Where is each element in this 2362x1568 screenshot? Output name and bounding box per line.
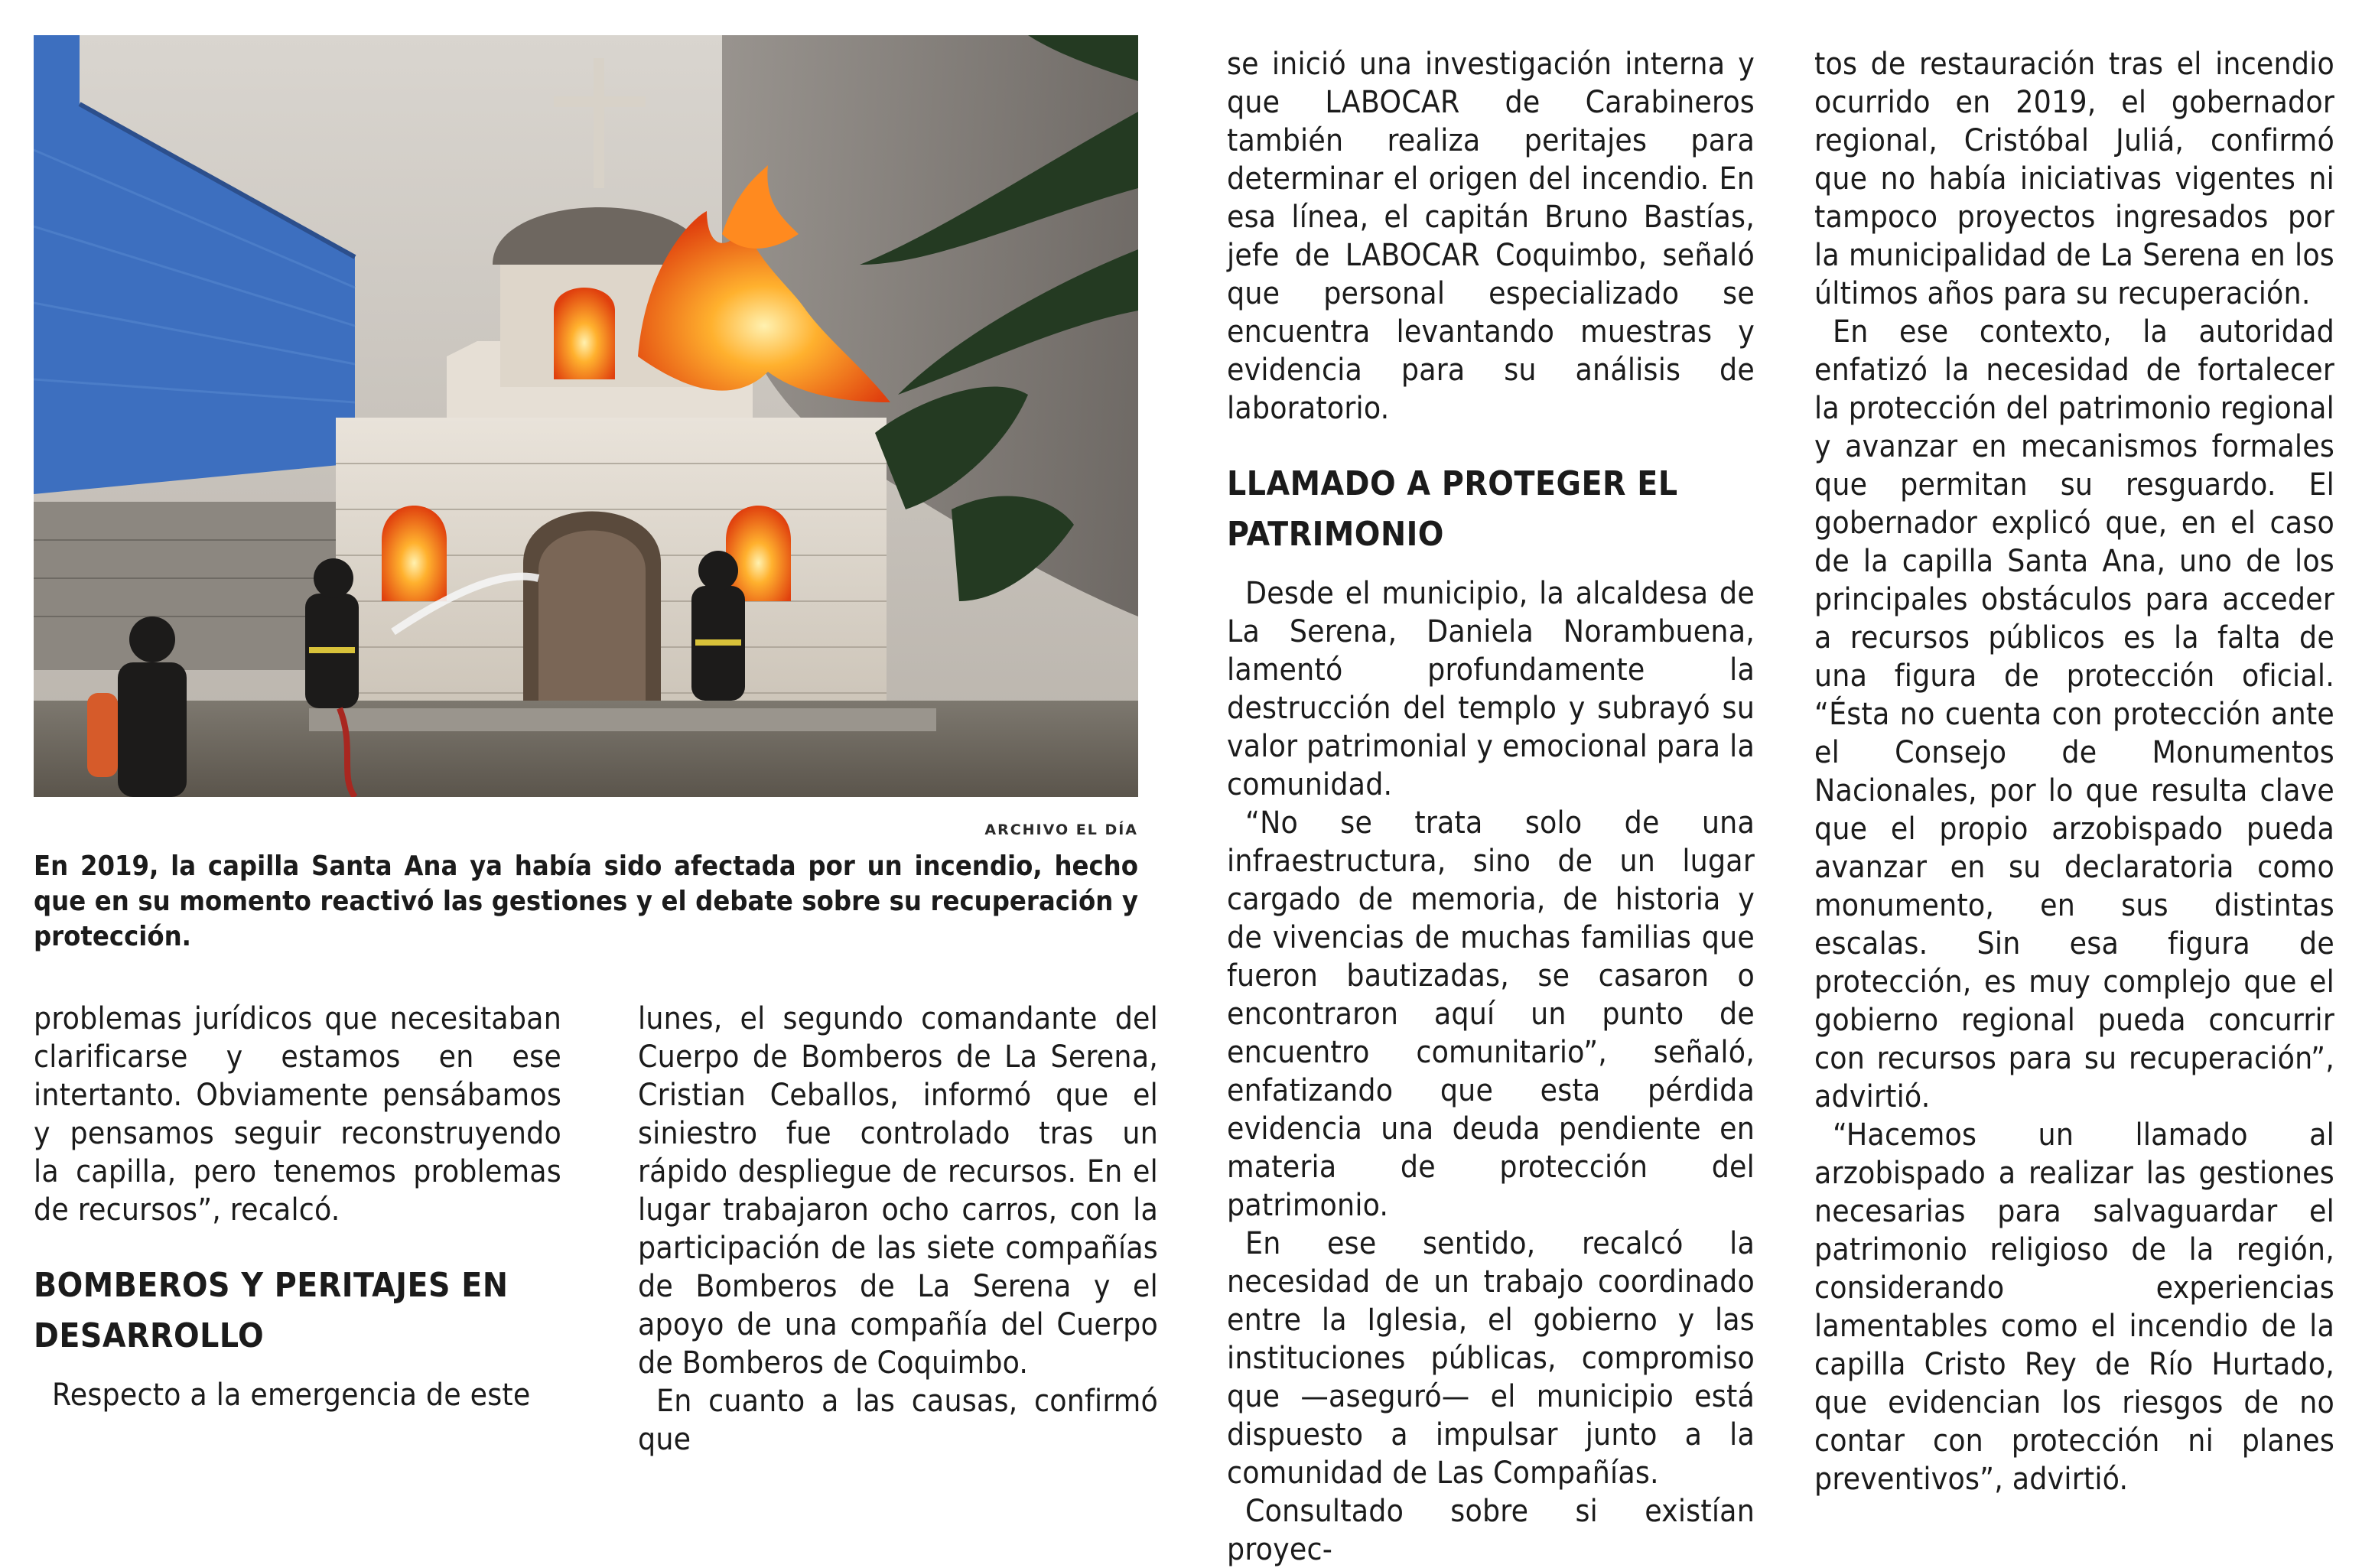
paragraph: En ese sentido, recalcó la necesidad de un trabajo coordinado entre la Iglesia, el gobierno y las instituciones públicas, compromiso que —aseguró— el municipio está dispuesto a impulsar junto a la comunidad de Las Compañías. bbox=[1227, 1225, 1755, 1491]
paragraph: se inició una investigación interna y que LABOCAR de Carabineros también realiza peritajes para determinar el origen del incendio. En esa línea, el capitán Bruno Bastías, jefe de LABOCAR Coquimbo, señaló que personal especializado se encuentra levantando muestras y evidencia para su análisis de laboratorio. bbox=[1227, 45, 1755, 426]
article-column-3 bbox=[1227, 44, 1755, 1568]
section-heading-bomberos: BOMBEROS Y PERITAJES EN DESARROLLO bbox=[34, 1266, 509, 1355]
paragraph: Desde el municipio, la alcaldesa de La Serena, Daniela Norambuena, lamentó profundamente la destrucción del templo y subrayó su valor patrimonial y emocional para la comunidad. bbox=[1227, 574, 1755, 802]
section-heading-patrimonio: LLAMADO A PROTEGER EL PATRIMONIO bbox=[1227, 464, 1678, 554]
paragraph: En cuanto a las causas, confirmó que bbox=[638, 1382, 1158, 1457]
article-column-4 bbox=[1814, 44, 2334, 1498]
news-photo bbox=[34, 35, 1138, 797]
article-column-2 bbox=[638, 999, 1158, 1458]
paragraph: “No se trata solo de una infraestructura, sino de un lugar cargado de memoria, de historia y de vivencias de muchas familias que fueron bautizadas, se casaron o encontraron aquí un punto de encuentro comunitario”, señaló, enfatizando que esta pérdida evidencia una deuda pendiente en materia de protección del patrimonio. bbox=[1227, 804, 1755, 1223]
photo-credit: ARCHIVO EL DÍA bbox=[984, 821, 1138, 838]
paragraph: Consultado sobre si existían proyec- bbox=[1227, 1492, 1755, 1567]
paragraph: problemas jurídicos que necesitaban clarificarse y estamos en ese intertanto. Obviamente pensábamos y pensamos seguir reconstruyendo la capilla, pero tenemos problemas de recursos”, recalcó. bbox=[34, 1000, 561, 1228]
article-column-1 bbox=[34, 999, 561, 1413]
paragraph: Respecto a la emergencia de este bbox=[52, 1376, 531, 1413]
paragraph: tos de restauración tras el incendio ocurrido en 2019, el gobernador regional, Cristóbal Juliá, confirmó que no había iniciativas vigentes ni tampoco proyectos ingresados por la municipalidad de La Serena en los últimos años para su recuperación. bbox=[1814, 45, 2334, 311]
paragraph: “Hacemos un llamado al arzobispado a realizar las gestiones necesarias para salvaguardar el patrimonio religioso de la región, considerando experiencias lamentables como el incendio de la capilla Cristo Rey de Río Hurtado, que evidencian los riesgos de no contar con protección ni planes preventivos”, advirtió. bbox=[1814, 1116, 2334, 1497]
paragraph: En ese contexto, la autoridad enfatizó la necesidad de fortalecer la protección del patrimonio regional y avanzar en mecanismos formales que permitan su resguardo. El gobernador explicó que, en el caso de la capilla Santa Ana, uno de los principales obstáculos para acceder a recursos públicos es la falta de una figura de protección oficial. “Ésta no cuenta con protección ante el Consejo de Monumentos Nacionales, por lo que resulta clave que el propio arzobispado pueda avanzar en su declaratoria como monumento, en sus distintas escalas. Sin esa figura de protección, es muy complejo que el gobierno regional pueda concurrir con recursos para su recuperación”, advirtió. bbox=[1814, 313, 2334, 1114]
chapel-fire-illustration bbox=[34, 35, 1138, 797]
photo-caption: En 2019, la capilla Santa Ana ya había sido afectada por un incendio, hecho que en su momento reactivó las gestiones y el debate sobre su recuperación y protección. bbox=[34, 851, 1138, 952]
paragraph: lunes, el segundo comandante del Cuerpo de Bomberos de La Serena, Cristian Ceballos, informó que el siniestro fue controlado tras un rápido despliegue de recursos. En el lugar trabajaron ocho carros, con la participación de las siete compañías de Bomberos de La Serena y el apoyo de una compañía del Cuerpo de Bomberos de Coquimbo. bbox=[638, 1000, 1158, 1381]
